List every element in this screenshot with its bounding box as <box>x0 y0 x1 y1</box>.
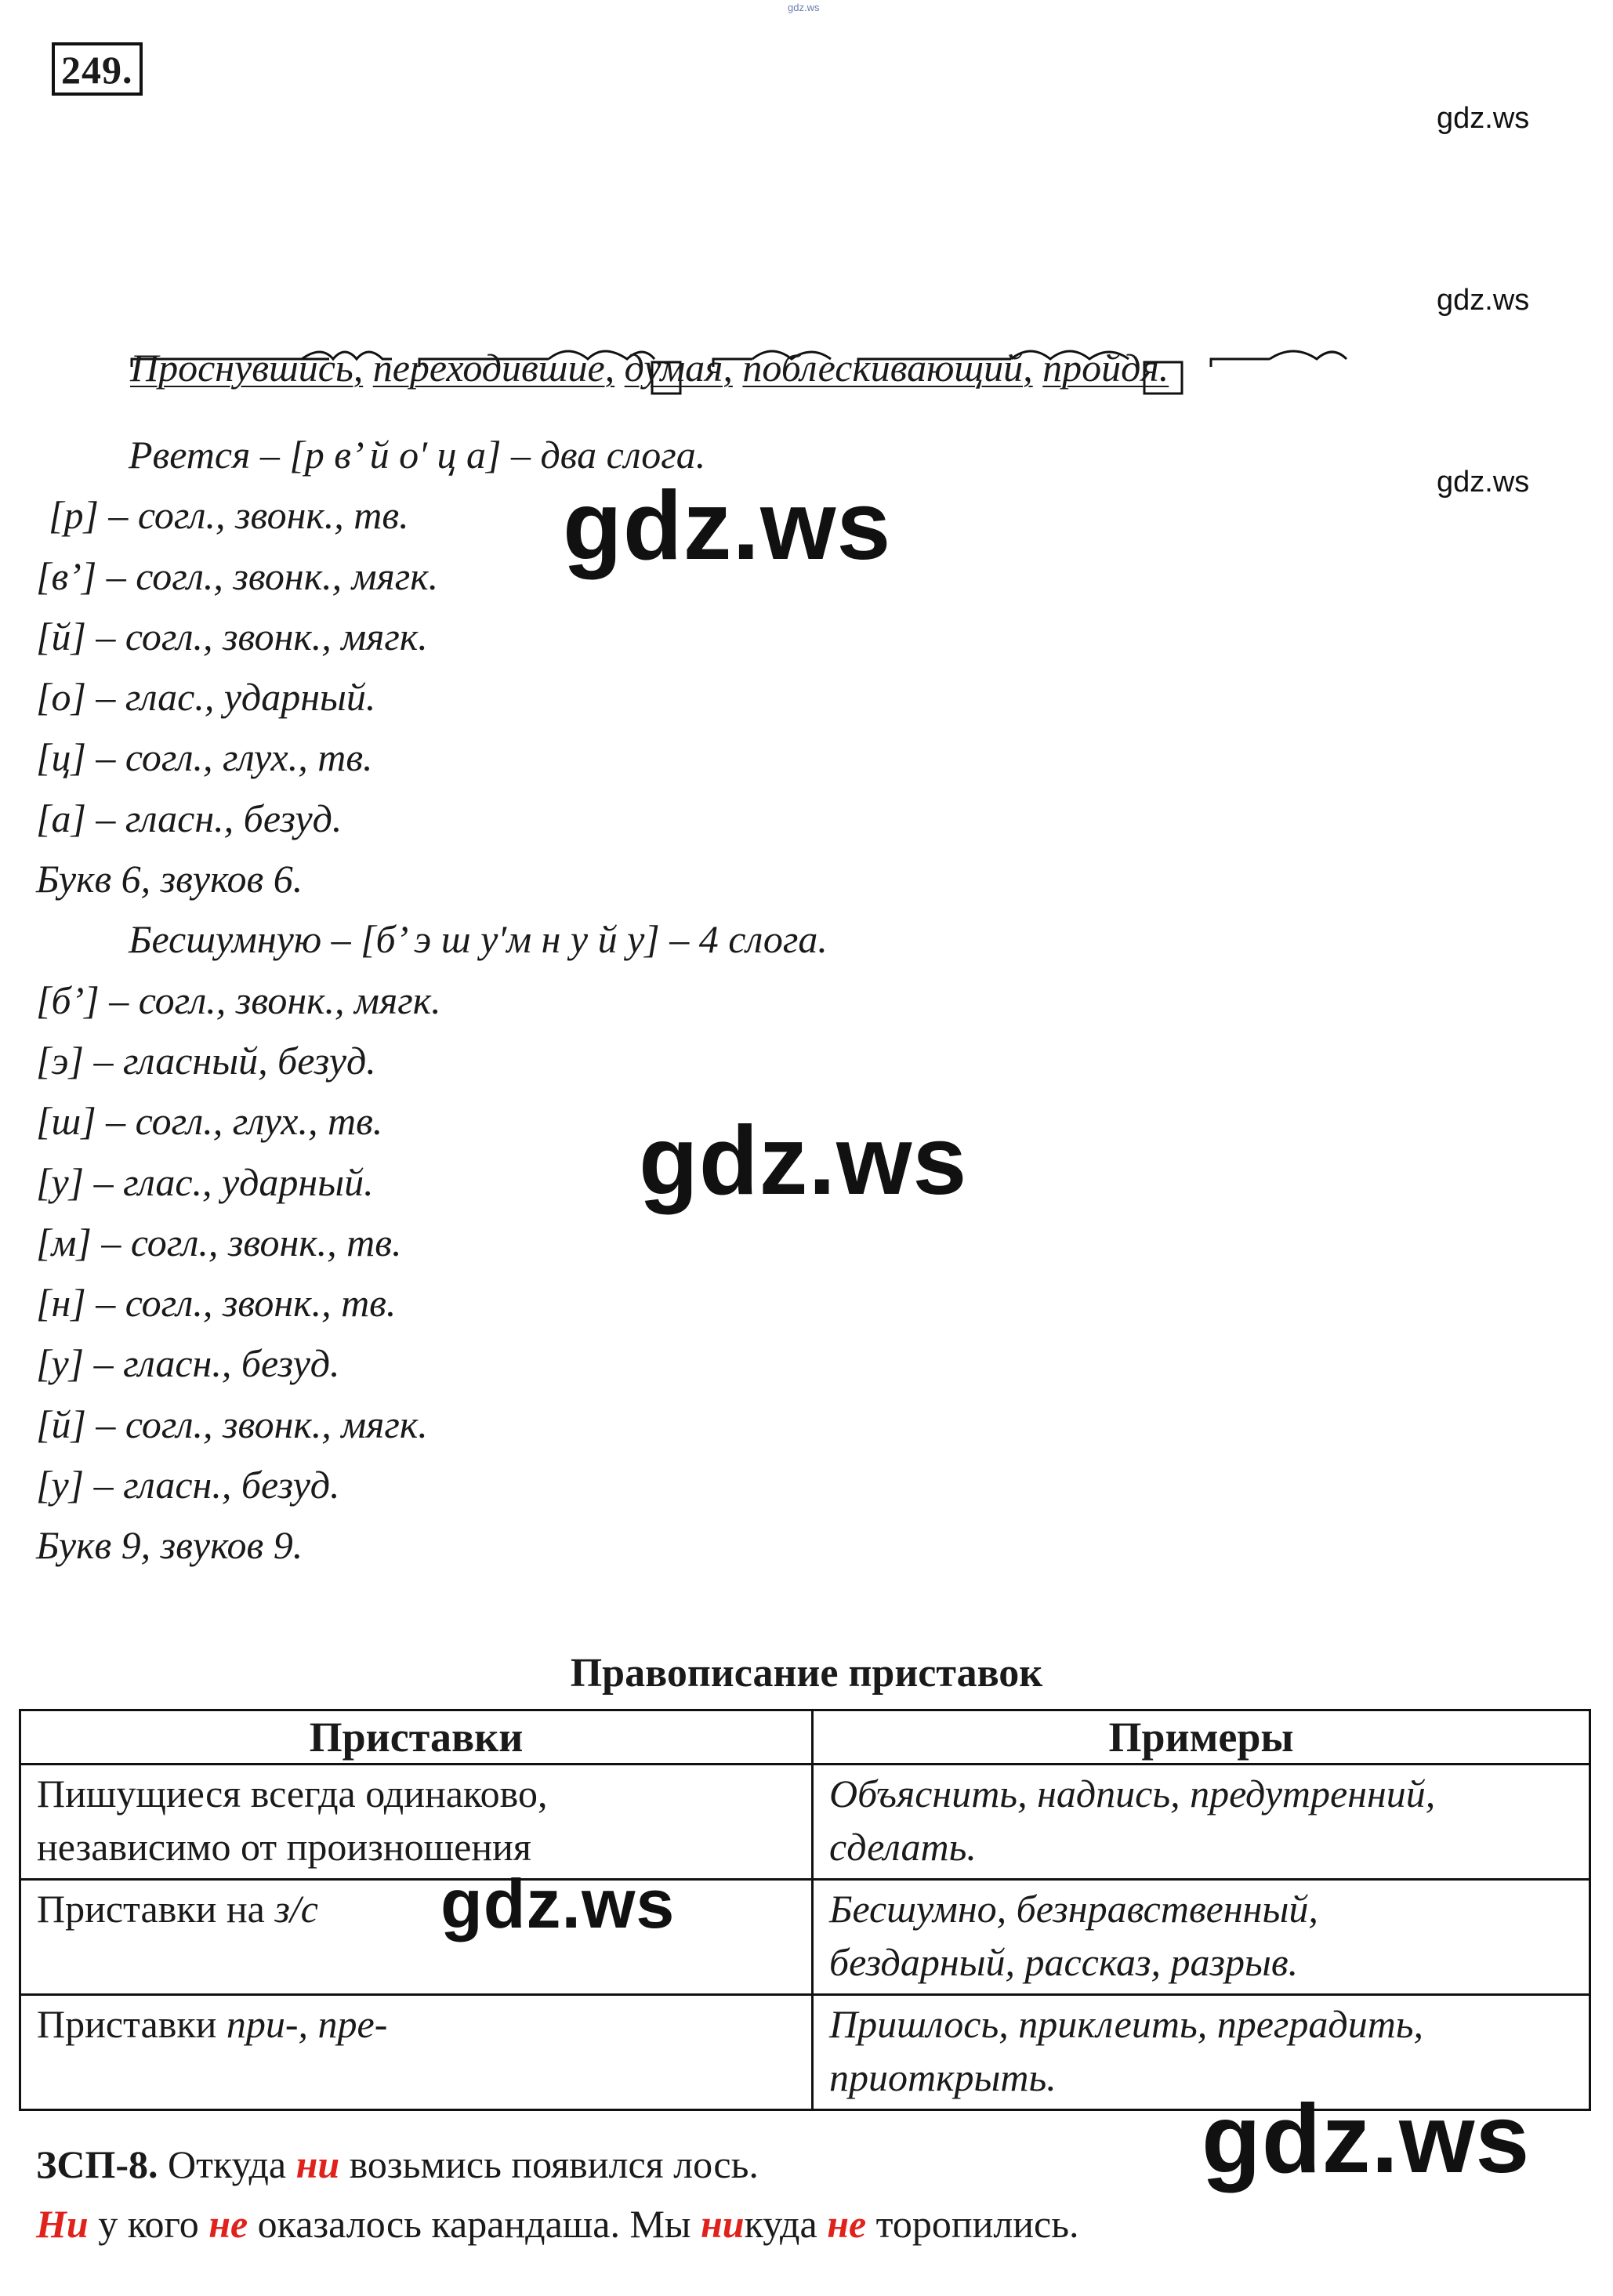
zsp-text: Откуда <box>158 2142 296 2186</box>
analysis-line: [н] – согл., звонк., тв. <box>36 1281 397 1326</box>
analysis-line: [м] – согл., звонк., тв. <box>36 1220 402 1264</box>
zsp-exercise <box>36 2135 1079 2254</box>
task-number: 249. <box>52 42 143 96</box>
column-header: Примеры <box>813 1710 1590 1765</box>
analysis-line: [о] – глас., ударный. <box>36 675 376 720</box>
zsp-text: торопились. <box>866 2202 1079 2246</box>
table-row <box>20 1765 1590 1880</box>
cell-line: Бесшумно, безнравственный, <box>829 1887 1318 1931</box>
analysis-line: [а] – гласн., безуд. <box>36 796 343 840</box>
particle-highlight: Ни <box>36 2202 89 2246</box>
morpheme-word: Проснувшись, <box>130 346 364 390</box>
watermark-big: gdz.ws <box>1202 2085 1531 2193</box>
analysis-line: Рвется – [р в’ й о′ ц а] – два слога. <box>129 433 706 477</box>
morpheme-word: поблескивающий, <box>742 346 1033 390</box>
zsp-label: ЗСП-8. <box>36 2142 158 2186</box>
cell-text-italic: при-, пре- <box>226 2002 388 2046</box>
cell-line: сделать. <box>829 1825 977 1869</box>
morpheme-word: переходившие, <box>372 346 615 390</box>
watermark-small: gdz.ws <box>1437 284 1530 317</box>
particle-highlight: не <box>208 2202 248 2246</box>
prefix-cell <box>20 1995 813 2110</box>
cell-line: приоткрыть. <box>829 2055 1057 2099</box>
analysis-line: [в’] – согл., звонк., мягк. <box>36 553 439 598</box>
zsp-text: у кого <box>88 2202 209 2246</box>
watermark-small: gdz.ws <box>1437 466 1530 499</box>
analysis-line: Букв 6, звуков 6. <box>36 857 303 901</box>
phonetic-analysis <box>36 425 828 1576</box>
cell-line: Пришлось, приклеить, преградить, <box>829 2002 1424 2046</box>
watermark-big: gdz.ws <box>563 472 892 580</box>
cell-text: Приставки <box>37 2002 227 2046</box>
morpheme-word: пройдя. <box>1042 346 1169 390</box>
analysis-line: [ц] – согл., глух., тв. <box>36 735 373 780</box>
top-watermark-text: gdz.ws <box>788 2 820 13</box>
prefix-cell <box>20 1765 813 1880</box>
cell-line: бездарный, рассказ, разрыв. <box>829 1940 1299 1984</box>
examples-cell <box>813 1880 1590 1995</box>
cell-line: Объяснить, надпись, предутренний, <box>829 1772 1436 1815</box>
analysis-line: [р] – согл., звонк., тв. <box>49 493 409 538</box>
analysis-line: [б’] – согл., звонк., мягк. <box>36 978 441 1022</box>
analysis-line: Букв 9, звуков 9. <box>36 1523 303 1568</box>
zsp-text: куда <box>744 2202 828 2246</box>
analysis-line: [у] – глас., ударный. <box>36 1159 374 1204</box>
particle-highlight: ни <box>701 2202 745 2246</box>
analysis-line: [э] – гласный, безуд. <box>36 1038 376 1083</box>
analysis-line: Бесшумную – [б’ э ш у′м н у й у] – 4 слога. <box>129 917 828 962</box>
analysis-line: [ш] – согл., глух., тв. <box>36 1099 383 1144</box>
zsp-text: оказалось карандаша. Мы <box>248 2202 701 2246</box>
table-header-row <box>20 1710 1590 1765</box>
cell-line: Пишущиеся всегда одинаково, <box>37 1772 548 1815</box>
morpheme-word: думая, <box>624 346 733 390</box>
cell-text: Приставки на <box>37 1887 275 1931</box>
zsp-line <box>36 2194 1079 2254</box>
table-title: Правописание приставок <box>570 1651 1043 1696</box>
morpheme-words-line <box>130 345 1169 390</box>
zsp-line <box>36 2135 1079 2194</box>
cell-text-italic: з/с <box>274 1887 318 1931</box>
watermark-small: gdz.ws <box>1437 102 1530 135</box>
analysis-line: [й] – согл., звонк., мягк. <box>36 1402 428 1446</box>
particle-highlight: не <box>827 2202 867 2246</box>
table-row <box>20 1880 1590 1995</box>
column-header: Приставки <box>20 1710 813 1765</box>
zsp-text: возьмись появился лось. <box>339 2142 759 2186</box>
analysis-line: [у] – гласн., безуд. <box>36 1463 340 1507</box>
prefix-rules-table <box>19 1709 1591 2111</box>
watermark-big: gdz.ws <box>639 1107 968 1215</box>
analysis-line: [й] – согл., звонк., мягк. <box>36 614 428 658</box>
analysis-line: [у] – гласн., безуд. <box>36 1341 340 1386</box>
examples-cell <box>813 1765 1590 1880</box>
prefix-cell <box>20 1880 813 1995</box>
cell-line: независимо от произношения <box>37 1825 531 1869</box>
watermark-big: gdz.ws <box>440 1865 676 1942</box>
particle-highlight: ни <box>295 2142 340 2186</box>
